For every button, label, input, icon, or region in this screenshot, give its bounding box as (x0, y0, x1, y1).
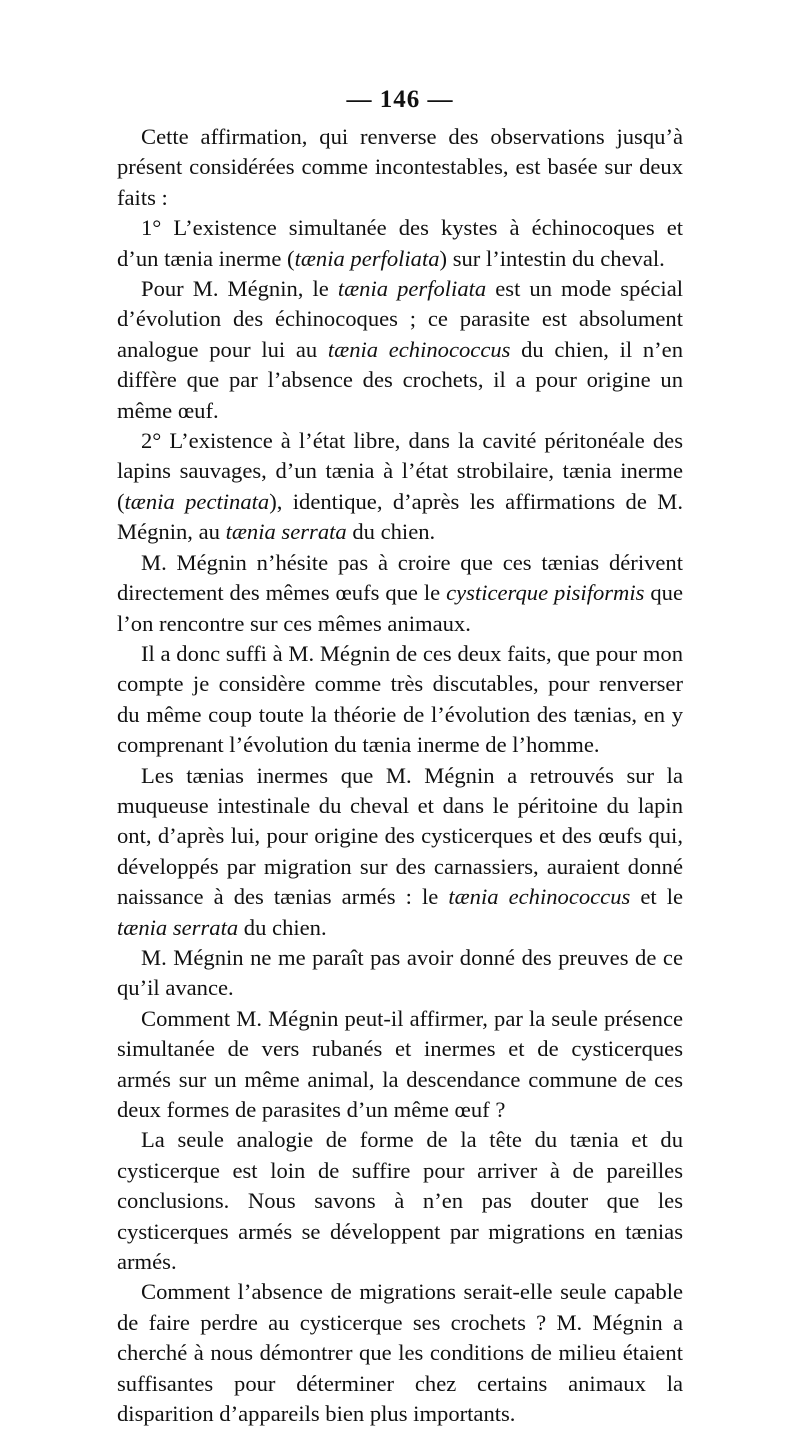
text-run: ), identique, d’après les affirmations de M. Mégnin, au (117, 488, 683, 545)
italic-term: tænia echinococcus (327, 336, 511, 362)
text-run: ) sur l’intestin du cheval. (439, 245, 665, 271)
text-run: M. Mégnin n’hésite pas à croire que ces tænias dérivent directement des mêmes œufs que le (117, 549, 683, 606)
italic-term: tænia echinococcus (448, 884, 631, 910)
text-run: Les tænias inermes que M. Mégnin a retrouvés sur la muqueuse intestinale du cheval et dans le péritoine du lapin ont, d’après lui, pour origine des cysticerques et des œufs qui, développés par migration sur des carnassiers, auraient donné naissance à des tænias armés : le (117, 762, 683, 910)
paragraph-p9 (117, 1004, 683, 1126)
text-run: du chien, il n’en diffère que par l’absence des crochets, il a pour origine un même œuf. (117, 336, 684, 423)
paragraph-p5 (117, 548, 683, 639)
text-run: 1° L’existence simultanée des kystes à échinocoques et d’un tænia inerme ( (117, 215, 683, 271)
text-run: Il a donc suffi à M. Mégnin de ces deux faits, que pour mon compte je considère comme très discutables, pour renverser du même coup toute la théorie de l’évolution des tænias, en y comprenant l’évolution du tænia inerme de l’homme. (117, 640, 683, 758)
paragraph-p1 (117, 122, 683, 213)
text-run: Comment l’absence de migrations serait-elle seule capable de faire perdre au cysticerque ses crochets ? M. Mégnin a cherché à nous démontrer que les conditions de milieu étaient suffisantes pour déterminer chez certains animaux la disparition d’appareils bien plus importants. (117, 1279, 683, 1427)
italic-term: cysticerque pisiformis (446, 580, 645, 606)
text-run: M. Mégnin ne me paraît pas avoir donné des preuves de ce qu’il avance. (117, 944, 683, 1001)
italic-term: tænia perfoliata (294, 245, 440, 271)
paragraph-p2 (117, 213, 683, 274)
page-number: — 146 — (346, 86, 454, 113)
text-run: Comment M. Mégnin peut-il affirmer, par la seule présence simultanée de vers rubanés et inermes et de cysticerques armés sur un même animal, la descendance commune de ces deux formes de parasites d’un même œuf ? (117, 1005, 683, 1122)
paragraph-p4 (117, 426, 683, 548)
text-run: Pour M. Mégnin, le (141, 276, 338, 302)
paragraph-p11 (117, 1277, 683, 1429)
italic-term: tænia perfoliata (337, 276, 487, 302)
paragraph-p3 (117, 274, 683, 426)
text-run: est un mode spécial d’évolution des échinocoques ; ce parasite est absolument analogue pour lui au (117, 276, 683, 362)
paragraph-p7 (117, 761, 683, 943)
paragraph-p10 (117, 1125, 683, 1277)
text-run: du chien. (238, 914, 327, 940)
italic-term: tænia pectinata (124, 488, 270, 514)
paragraph-p8 (117, 943, 683, 1004)
italic-term: tænia serrata (117, 914, 239, 940)
text-run: et le (630, 884, 684, 910)
text-run: 2° L’existence à l’état libre, dans la cavité péritonéale des lapins sauvages, d’un tænia à l’état strobilaire, tænia inerme ( (117, 428, 683, 514)
italic-term: tænia serrata (225, 519, 347, 545)
text-run: que l’on rencontre sur ces mêmes animaux. (117, 580, 683, 636)
text-run: du chien. (346, 519, 436, 545)
text-run: La seule analogie de forme de la tête du tænia et du cysticerque est loin de suffire pour arriver à de pareilles conclusions. Nous savons à n’en pas douter que les cysticerques armés se développent par migrations en tænias armés. (117, 1127, 683, 1275)
text-run: Cette affirmation, qui renverse des observations jusqu’à présent considérées comme incontestables, est basée sur deux faits : (117, 124, 683, 210)
paragraph-p6 (117, 639, 683, 761)
body-text (117, 122, 683, 1429)
